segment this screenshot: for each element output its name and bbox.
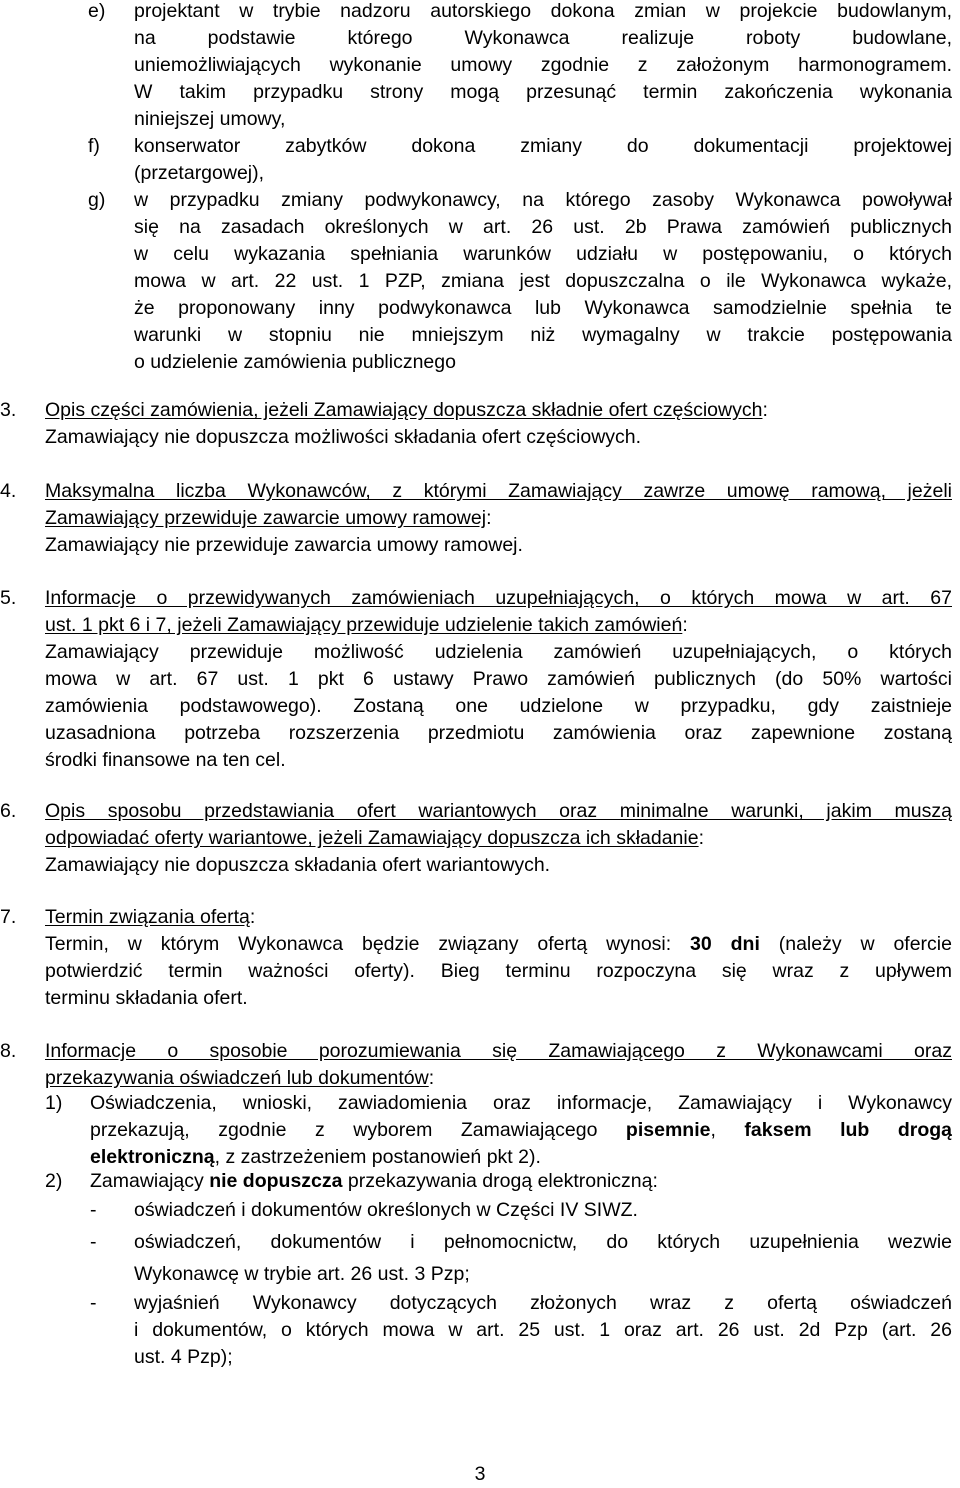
- section-6-heading-2: odpowiadać oferty wariantowe, jeżeli Zamawiający dopuszcza ich składanie:: [45, 827, 705, 849]
- item-f-label: f): [88, 135, 100, 157]
- item-e: [0, 0, 960, 25]
- section-8-point-2: [0, 1168, 960, 1195]
- point-1-label: 1): [45, 1092, 63, 1114]
- dash-marker: -: [90, 1231, 97, 1253]
- dash-item-1: [0, 1197, 960, 1224]
- dash-item-3-line-1: wyjaśnień Wykonawcy dotyczących złożonych wraz z ofertą oświadczeń: [134, 1292, 952, 1314]
- section-8-number: 8.: [0, 1040, 17, 1062]
- item-f-line-1: konserwator zabytków dokona zmiany do dokumentacji projektowej: [134, 135, 952, 157]
- dash-item-2: [0, 1229, 960, 1256]
- dash-item-1-line-1: oświadczeń i dokumentów określonych w Części IV SIWZ.: [134, 1199, 638, 1221]
- item-g-line-5: że proponowany inny podwykonawca lub Wykonawca samodzielnie spełnia te: [134, 297, 952, 319]
- item-e-label: e): [88, 0, 106, 22]
- section-7-line-1: Termin, w którym Wykonawca będzie związany ofertą wynosi: 30 dni (należy w ofercie: [45, 933, 952, 955]
- dash-item-3-line-3: ust. 4 Pzp);: [134, 1346, 233, 1368]
- dash-item-3: [0, 1290, 960, 1317]
- dash-marker: -: [90, 1199, 97, 1221]
- item-g-line-6: warunki w stopniu nie mniejszym niż wymagalny w trakcie postępowania: [134, 324, 952, 346]
- section-7-line-3: terminu składania ofert.: [45, 987, 248, 1009]
- section-5-line-4: uzasadniona potrzeba rozszerzenia przedmiotu zamówienia oraz zapewnione zostaną: [45, 722, 952, 744]
- section-4-number: 4.: [0, 480, 17, 502]
- item-e-line-5: niniejszej umowy,: [134, 108, 286, 130]
- dash-item-3-line-2: i dokumentów, o których mowa w art. 25 ust. 1 oraz art. 26 ust. 2d Pzp (art. 26: [134, 1319, 952, 1341]
- section-7: [0, 904, 960, 931]
- item-g-line-1: w przypadku zmiany podwykonawcy, na którego zasoby Wykonawca powoływał: [134, 189, 952, 211]
- section-5-line-1: Zamawiający przewiduje możliwość udzielenia zamówień uzupełniających, o których: [45, 641, 952, 663]
- section-3: [0, 397, 960, 424]
- item-e-line-2: na podstawie którego Wykonawca realizuje roboty budowlane,: [134, 27, 952, 49]
- section-5-number: 5.: [0, 587, 17, 609]
- section-8-point-1: [0, 1090, 960, 1117]
- section-6-number: 6.: [0, 800, 17, 822]
- point-2-line-1: Zamawiający nie dopuszcza przekazywania drogą elektroniczną:: [90, 1170, 658, 1192]
- section-5-line-2: mowa w art. 67 ust. 1 pkt 6 ustawy Prawo zamówień publicznych (do 50% wartości: [45, 668, 952, 690]
- point-2-label: 2): [45, 1170, 63, 1192]
- section-8-heading-1: Informacje o sposobie porozumiewania się Zamawiającego z Wykonawcami oraz: [45, 1040, 952, 1062]
- point-1-line-2: przekazują, zgodnie z wyborem Zamawiającego pisemnie, faksem lub drogą: [90, 1119, 952, 1141]
- dash-item-2-line-1: oświadczeń, dokumentów i pełnomocnictw, do których uzupełnienia wezwie: [134, 1231, 952, 1253]
- section-6-line-1: Zamawiający nie dopuszcza składania ofert wariantowych.: [45, 854, 551, 876]
- section-4: [0, 478, 960, 505]
- section-3-heading: Opis części zamówienia, jeżeli Zamawiający dopuszcza składnie ofert częściowych:: [45, 399, 768, 421]
- section-6: [0, 798, 960, 825]
- section-3-line-1: Zamawiający nie dopuszcza możliwości składania ofert częściowych.: [45, 426, 642, 448]
- dash-marker: -: [90, 1292, 97, 1314]
- section-4-line-1: Zamawiający nie przewiduje zawarcia umowy ramowej.: [45, 534, 523, 556]
- section-5-heading-2: ust. 1 pkt 6 i 7, jeżeli Zamawiający przewiduje udzielenie takich zamówień:: [45, 614, 688, 636]
- point-1-line-3: elektroniczną, z zastrzeżeniem postanowień pkt 2).: [90, 1146, 541, 1168]
- item-e-line-4: W takim przypadku strony mogą przesunąć termin zakończenia wykonania: [134, 81, 952, 103]
- item-e-line-1: projektant w trybie nadzoru autorskiego dokona zmian w projekcie budowlanym,: [134, 0, 952, 22]
- section-8-heading-2: przekazywania oświadczeń lub dokumentów:: [45, 1067, 435, 1089]
- page-number: 3: [474, 1463, 486, 1485]
- item-f: [0, 133, 960, 160]
- item-e-line-3: uniemożliwiających wykonanie umowy zgodnie z założonym harmonogramem.: [134, 54, 952, 76]
- item-g-label: g): [88, 189, 106, 211]
- section-8: [0, 1038, 960, 1065]
- section-6-heading-1: Opis sposobu przedstawiania ofert wariantowych oraz minimalne warunki, jakim muszą: [45, 800, 952, 822]
- section-5: [0, 585, 960, 612]
- section-5-line-3: zamówienia podstawowego). Zostaną one udzielone w przypadku, gdy zaistnieje: [45, 695, 952, 717]
- dash-item-2-line-2: Wykonawcę w trybie art. 26 ust. 3 Pzp;: [134, 1263, 470, 1285]
- item-g-line-3: w celu wykazania spełniania warunków udziału w postępowaniu, o których: [134, 243, 952, 265]
- section-7-line-2: potwierdzić termin ważności oferty). Bieg terminu rozpoczyna się wraz z upływem: [45, 960, 952, 982]
- section-4-heading-2: Zamawiający przewiduje zawarcie umowy ramowej:: [45, 507, 492, 529]
- section-5-line-5: środki finansowe na ten cel.: [45, 749, 286, 771]
- section-5-heading-1: Informacje o przewidywanych zamówieniach uzupełniających, o których mowa w art. 67: [45, 587, 952, 609]
- item-g-line-2: się na zasadach określonych w art. 26 ust. 2b Prawa zamówień publicznych: [134, 216, 952, 238]
- item-g-line-4: mowa w art. 22 ust. 1 PZP, zmiana jest dopuszczalna o ile Wykonawca wykaże,: [134, 270, 952, 292]
- section-3-number: 3.: [0, 399, 17, 421]
- point-1-line-1: Oświadczenia, wnioski, zawiadomienia oraz informacje, Zamawiający i Wykonawcy: [90, 1092, 952, 1114]
- item-f-line-2: (przetargowej),: [134, 162, 265, 184]
- item-g: [0, 187, 960, 214]
- item-g-line-7: o udzielenie zamówienia publicznego: [134, 351, 456, 373]
- section-7-number: 7.: [0, 906, 17, 928]
- section-7-heading: Termin związania ofertą:: [45, 906, 256, 928]
- section-4-heading-1: Maksymalna liczba Wykonawców, z którymi Zamawiający zawrze umowę ramową, jeżeli: [45, 480, 952, 502]
